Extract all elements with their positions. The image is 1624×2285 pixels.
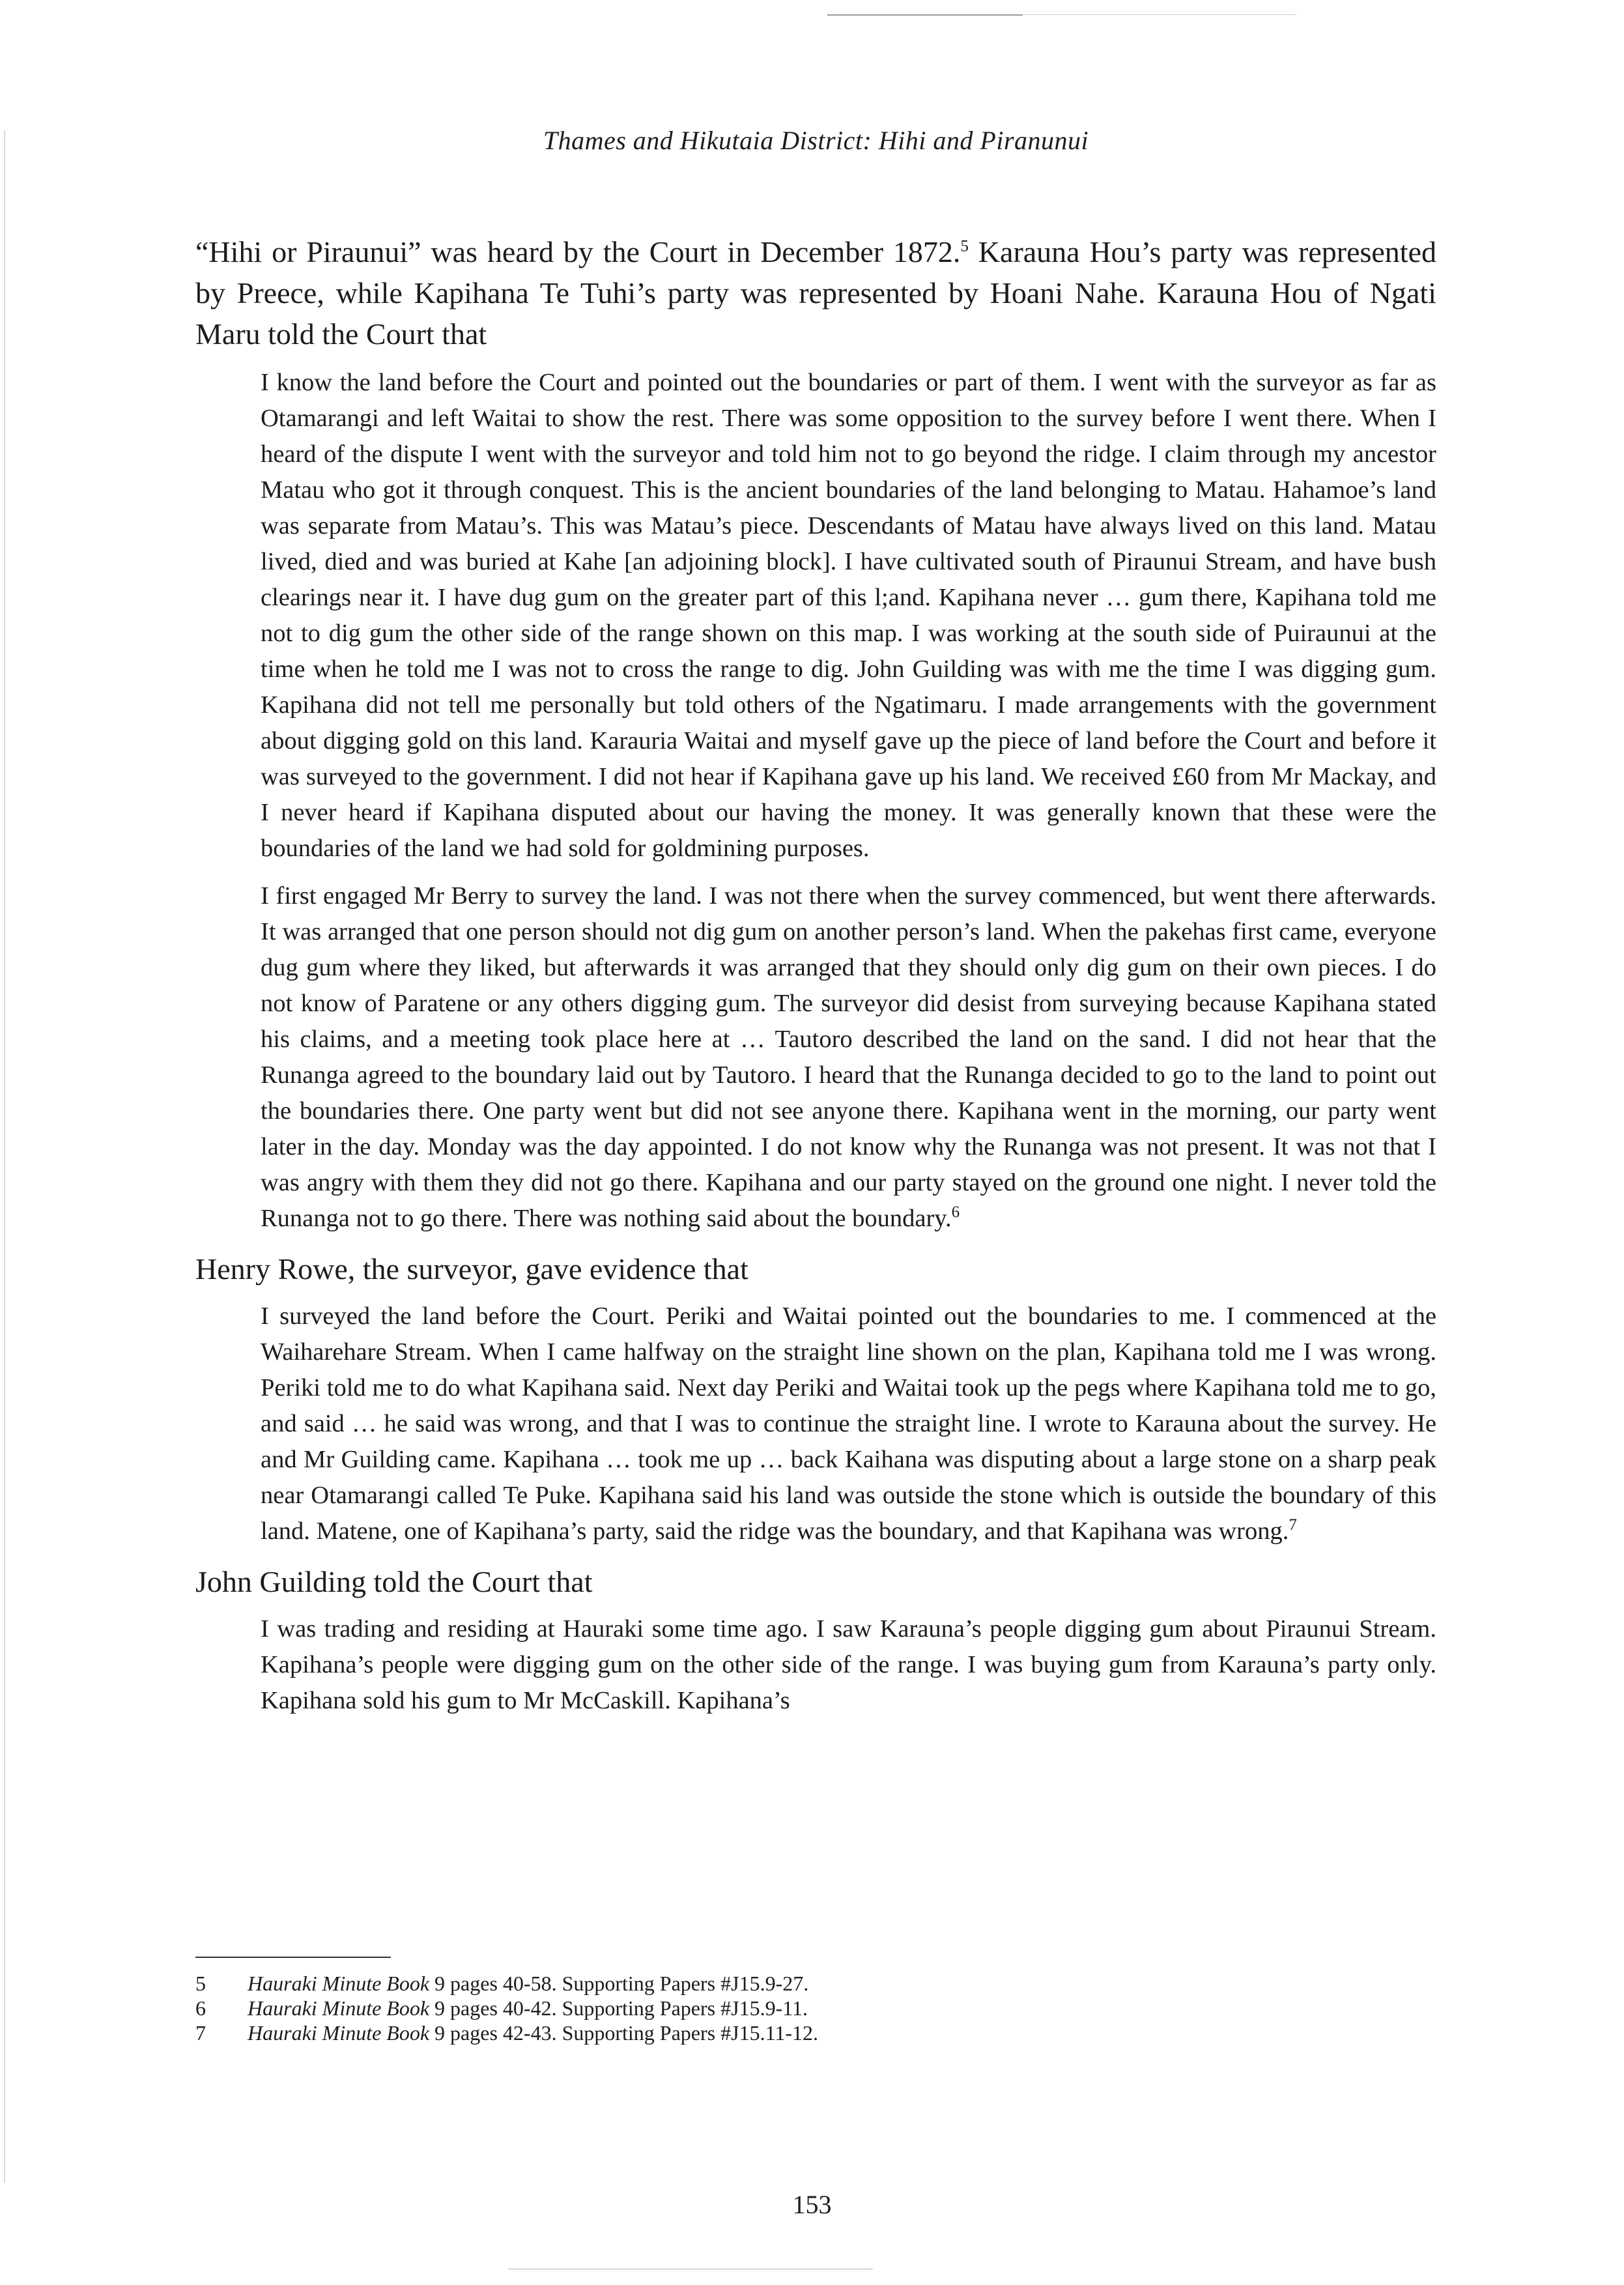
footnote-ref-5: 5: [960, 237, 969, 255]
intro-henry-rowe: Henry Rowe, the surveyor, gave evidence that: [195, 1252, 748, 1286]
quote-text: I surveyed the land before the Court. Periki and Waitai pointed out the boundaries to me. I commenced at the Waiharehare Stream. When I came halfway on the straight line shown on the plan, Kapihana told me I was wrong. Periki told me to do what Kapihana said. Next day Periki and Waitai took up the pegs where Kapihana told me to go, and said … he said was wrong, and that I was to continue the straight line. I wrote to Karauna about the survey. He and Mr Guilding came. Kapihana … took me up … back Kaihana was disputing about a large stone on a sharp peak near Otamarangi called Te Puke. Kapihana said his land was outside the stone which is outside the boundary of this land. Matene, one of Kapihana’s party, said the ridge was the boundary, and that Kapihana was wrong.: [261, 1302, 1436, 1545]
footnote-number: 6: [195, 1996, 206, 2020]
footnote-ref-6: 6: [951, 1203, 960, 1222]
footnote-source: Hauraki Minute Book: [248, 1972, 430, 1995]
footnote-ref-7: 7: [1289, 1516, 1297, 1534]
footnote-rule: [195, 1957, 391, 1958]
block-quote-karauna-1: I know the land before the Court and pointed out the boundaries or part of them. I went with the surveyor as far as Otamarangi and left Waitai to show the rest. There was some opposition to the survey before I went there. When I heard of the dispute I went with the surveyor and told him not to go beyond the ridge. I claim through my ancestor Matau who got it through conquest. This is the ancient boundaries of the land belonging to Matau. Hahamoe’s land was separate from Matau’s. This was Matau’s piece. Descendants of Matau have always lived on this land. Matau lived, died and was buried at Kahe [an adjoining block]. I have cultivated south of Piraunui Stream, and have bush clearings near it. I have dug gum on the greater part of this l;and. Kapihana never … gum there, Kapihana told me not to dig gum the other side of the range shown on this map. I was working at the south side of Puiraunui at the time when he told me I was not to cross the range to dig. John Guilding was with me the time I was digging gum. Kapihana did not tell me personally but told others of the Ngatimaru. I made arrangements with the government about digging gold on this land. Karauria Waitai and myself gave up the piece of land before the Court and before it was surveyed to the government. I did not hear if Kapihana gave up his land. We received £60 from Mr Mackay, and I never heard if Kapihana disputed about our having the money. It was generally known that these were the boundaries of the land we had sold for goldmining purposes.: [261, 369, 1436, 862]
footnote-detail: 9 pages 40-42. Supporting Papers #J15.9-11.: [429, 1996, 808, 2020]
paragraph-text-continued: Karauna Hou’s party was represented by Preece, while Kapihana Te Tuhi’s party was represented by Hoani Nahe. Karauna Hou of Ngati Maru told the Court that: [195, 235, 1437, 351]
running-head: Thames and Hikutaia District: Hihi and Piranunui: [543, 126, 1089, 155]
footnote-source: Hauraki Minute Book: [248, 2021, 430, 2045]
quote-text: I first engaged Mr Berry to survey the land. I was not there when the survey commenced, but went there afterwards. It was arranged that one person should not dig gum on another person’s land. When the pakehas first came, everyone dug gum where they liked, but afterwards it was arranged that they should only dig gum on their own pieces. I do not know of Paratene or any others digging gum. The surveyor did desist from surveying because Kapihana stated his claims, and a meeting took place here at … Tautoro described the land on the sand. I did not hear that the Runanga agreed to the boundary laid out by Tautoro. I heard that the Runanga decided to go to the land to point out the boundaries there. One party went but did not see anyone there. Kapihana went in the morning, our party went later in the day. Monday was the day appointed. I do not know why the Runanga was not present. It was not that I was angry with them they did not go there. Kapihana and our party stayed on the ground one night. I never told the Runanga not to go there. There was nothing said about the boundary.: [261, 882, 1436, 1232]
block-quote-karauna-2: [261, 878, 1436, 1237]
page-number: 153: [792, 2190, 832, 2219]
footnote-number: 7: [195, 2021, 206, 2045]
footnote-detail: 9 pages 42-43. Supporting Papers #J15.11-12.: [429, 2021, 819, 2045]
block-quote-rowe: [261, 1299, 1436, 1549]
footnote-number: 5: [195, 1972, 206, 1995]
footnotes: [195, 1971, 1303, 2045]
footnote-source: Hauraki Minute Book: [248, 1996, 430, 2020]
footnote-5: [195, 1971, 1303, 1996]
block-quote-guilding: I was trading and residing at Hauraki some time ago. I saw Karauna’s people digging gum about Piraunui Stream. Kapihana’s people were digging gum on the other side of the range. I was buying gum from Karauna’s party only. Kapihana sold his gum to Mr McCaskill. Kapihana’s: [261, 1615, 1436, 1714]
scan-edge: [4, 130, 5, 2183]
footnote-7: [195, 2020, 1303, 2045]
intro-john-guilding: John Guilding told the Court that: [195, 1565, 593, 1598]
body-paragraph-1: [195, 231, 1436, 354]
page-body: [195, 231, 1436, 1731]
paragraph-text: “Hihi or Piraunui” was heard by the Court in December 1872.: [195, 235, 961, 268]
top-scan-rule: [827, 14, 1023, 16]
top-scan-rule-faint: [1023, 14, 1296, 15]
footnote-detail: 9 pages 40-58. Supporting Papers #J15.9-27.: [429, 1972, 809, 1995]
footnote-6: [195, 1996, 1303, 2020]
